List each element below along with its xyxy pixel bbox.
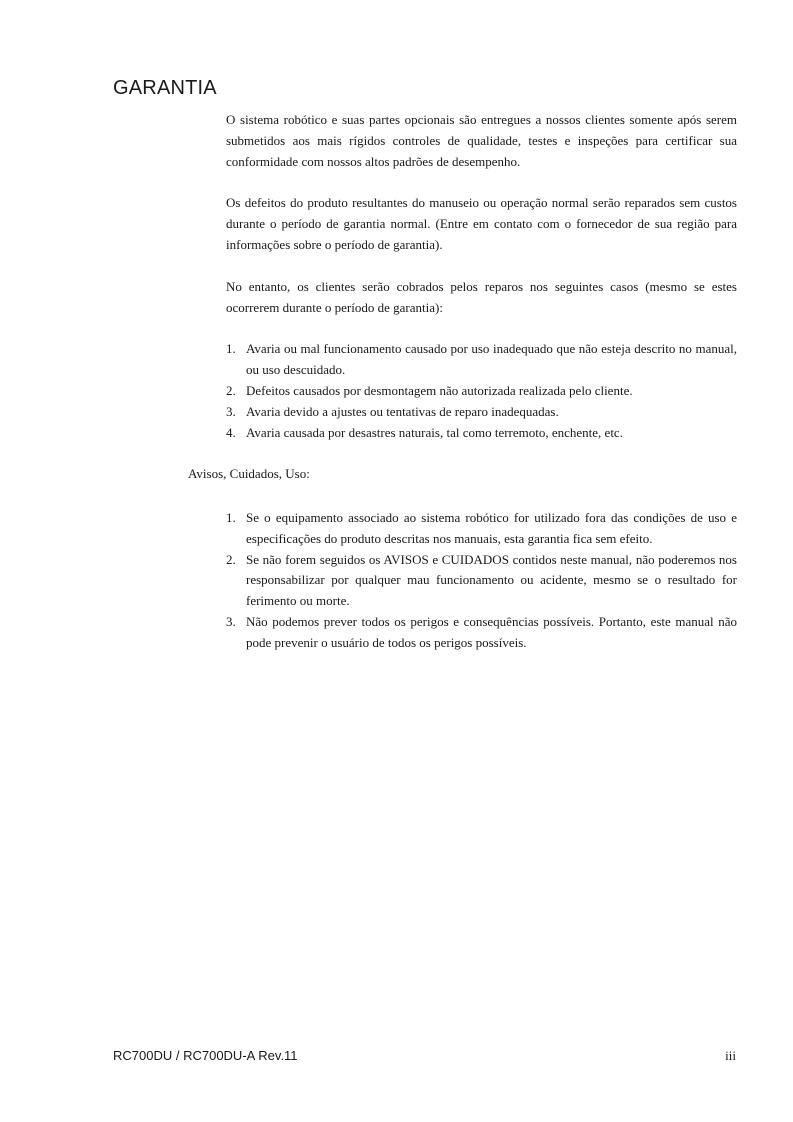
list-item-text: Defeitos causados por desmontagem não autorizada realizada pelo cliente. <box>246 382 633 398</box>
list-item-number: 1. <box>226 510 236 525</box>
list-item <box>226 381 737 402</box>
list-item-number: 4. <box>226 424 236 440</box>
charges-list <box>226 339 737 443</box>
page-title: GARANTIA <box>113 77 217 99</box>
warnings-list <box>226 508 737 654</box>
warnings-section <box>226 508 737 654</box>
warnings-heading: Avisos, Cuidados, Uso: <box>188 466 310 481</box>
list-item-number: 3. <box>226 613 236 629</box>
list-item <box>226 339 737 381</box>
list-item-text: Se não forem seguidos os AVISOS e CUIDADOS contidos neste manual, não poderemos nos responsabilizar por qualquer mau funcionamento ou acidente, mesmo se o resultado for ferimento ou morte. <box>246 551 737 609</box>
footer-page-number: iii <box>725 1048 736 1063</box>
list-item-number: 2. <box>226 551 236 567</box>
list-item <box>226 550 737 612</box>
paragraph: O sistema robótico e suas partes opcionais são entregues a nossos clientes somente após serem submetidos aos mais rígidos controles de qualidade, testes e inspeções para certificar sua conformidade com nossos altos padrões de desempenho. <box>226 112 737 169</box>
list-item-text: Avaria ou mal funcionamento causado por uso inadequado que não esteja descrito no manual, ou uso descuidado. <box>246 341 737 378</box>
list-item <box>226 423 737 444</box>
paragraph: No entanto, os clientes serão cobrados pelos reparos nos seguintes casos (mesmo se estes ocorrerem durante o período de garantia): <box>226 278 737 315</box>
list-item-text: Avaria causada por desastres naturais, tal como terremoto, enchente, etc. <box>246 424 623 440</box>
list-item-text: Não podemos prever todos os perigos e consequências possíveis. Portanto, este manual não pode prevenir o usuário de todos os perigos possíveis. <box>246 613 737 650</box>
list-item <box>226 612 737 654</box>
paragraph: Os defeitos do produto resultantes do manuseio ou operação normal serão reparados sem custos durante o período de garantia normal. (Entre em contato com o fornecedor de sua região para informações sobre o período de garantia). <box>226 195 737 252</box>
list-item-number: 2. <box>226 382 236 398</box>
list-item-number: 3. <box>226 403 236 419</box>
warranty-section <box>226 110 737 443</box>
list-item <box>226 402 737 423</box>
list-item-text: Se o equipamento associado ao sistema robótico for utilizado fora das condições de uso e especificações do produto descritas nos manuais, esta garantia fica sem efeito. <box>246 510 737 546</box>
footer-document-id: RC700DU / RC700DU-A Rev.11 <box>113 1048 298 1063</box>
list-item-text: Avaria devido a ajustes ou tentativas de reparo inadequadas. <box>246 403 559 419</box>
list-item-number: 1. <box>226 341 236 357</box>
list-item <box>226 508 737 550</box>
